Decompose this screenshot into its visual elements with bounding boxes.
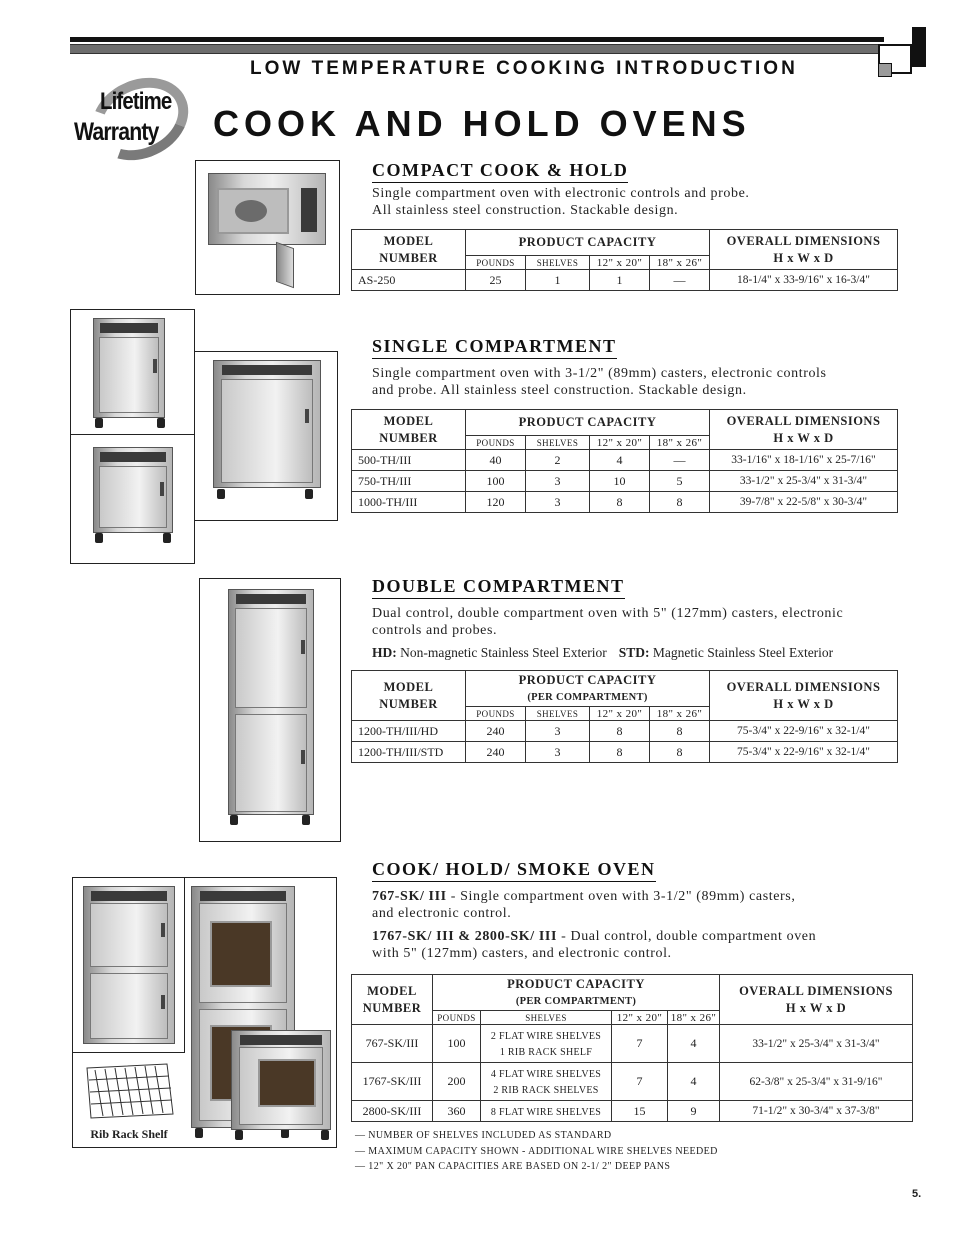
double-oven-photo [199, 578, 341, 842]
single-title: SINGLE COMPARTMENT [372, 336, 617, 359]
model-header: MODEL [383, 413, 434, 428]
model-header: MODEL [383, 233, 434, 248]
single-spec-table: MODEL NUMBER PRODUCT CAPACITY OVERALL DIMENSIONS H x W x D POUNDS SHELVES 12" x 20" 18" x 26" 500-TH/III 40 2 4 — 33-1/16" x 18-1/16" x 25-7/16" 750-TH/III 100 3 10 5 33-1/2" x 25-3/4" x 31-3/4" 1000-TH/III 120 3 8 8 39-7/8" x 22-5/8" x 30-3/4" [351, 409, 898, 513]
smoke-oven-photos [72, 877, 337, 1148]
dimensions-header: OVERALL DIMENSIONS [726, 679, 881, 694]
page-title: COOK AND HOLD OVENS [213, 103, 751, 144]
double-title: DOUBLE COMPARTMENT [372, 576, 625, 599]
rib-rack-caption: Rib Rack Shelf [90, 1127, 168, 1141]
double-desc-line2: controls and probes. [372, 623, 498, 638]
compact-desc-line2: All stainless steel construction. Stackable design. [372, 203, 679, 218]
footnote-3: — 12" X 20" PAN CAPACITIES ARE BASED ON 2-1/ 2" DEEP PANS [355, 1161, 671, 1172]
footnote-2: — MAXIMUM CAPACITY SHOWN - ADDITIONAL WIRE SHELVES NEEDED [355, 1145, 718, 1157]
single-desc-line2: and probe. All stainless steel construction. Stackable design. [372, 383, 747, 398]
page-number: 5. [912, 1188, 922, 1200]
pan12-header: 12" x 20" [590, 256, 650, 270]
pan18-header: 18" x 26" [650, 256, 710, 270]
double-desc-line1: Dual control, double compartment oven with 5" (127mm) casters, electronic [372, 606, 844, 621]
smoke-spec-table: MODEL NUMBER PRODUCT CAPACITY (PER COMPARTMENT) OVERALL DIMENSIONS H x W x D POUNDS SHELVES 12" x 20" 18" x 26" 767-SK/III 100 2 FLAT WIRE SHELVES 1 RIB RACK SHELF 7 4 33-1/2" x 25-3/4" x 31-3/4" 1767-SK/III 200 4 FLAT WIRE SHELVES 2 RIB RACK SHELVES 7 4 62-3/8" x 25-3/4" x 31-9/16" 2800-SK/III 360 8 FLAT WIRE SHELVES 15 9 71-1/2" x 30-3/4" x 37-3/8" [351, 974, 913, 1122]
table-row: 2800-SK/III 360 8 FLAT WIRE SHELVES 15 9 71-1/2" x 30-3/4" x 37-3/8" [352, 1101, 913, 1122]
compact-title: COMPACT COOK & HOLD [372, 160, 628, 183]
model-header: MODEL [383, 679, 434, 694]
compact-spec-table: MODEL NUMBER PRODUCT CAPACITY OVERALL DIMENSIONS H x W x D POUNDS SHELVES 12" x 20" 18" x 26" AS-250 25 1 1 — 18-1/4" x 33-9/16" x 16-3/4" [351, 229, 898, 291]
capacity-header: PRODUCT CAPACITY [466, 410, 710, 436]
table-row: 500-TH/III 40 2 4 — 33-1/16" x 18-1/16" x 25-7/16" [352, 450, 898, 471]
table-row: 1200-TH/III/STD 240 3 8 8 75-3/4" x 22-9/16" x 32-1/4" [352, 742, 898, 763]
dimensions-header: OVERALL DIMENSIONS [739, 983, 893, 998]
lifetime-warranty-logo [72, 80, 200, 160]
per-compartment-note: (PER COMPARTMENT) [527, 691, 648, 703]
logo-line1: Lifetime [100, 88, 172, 115]
compact-desc-line1: Single compartment oven with electronic controls and probe. [372, 186, 750, 201]
table-row: 1000-TH/III 120 3 8 8 39-7/8" x 22-5/8" x 30-3/4" [352, 492, 898, 513]
smoke-desc-p2-line2: with 5" (127mm) casters, and electronic control. [372, 946, 672, 961]
capacity-header: PRODUCT CAPACITY [507, 976, 645, 991]
single-oven-photo-large [194, 351, 338, 521]
model-header: MODEL [367, 983, 417, 998]
single-oven-photo-top [70, 309, 195, 435]
table-row: 1200-TH/III/HD 240 3 8 8 75-3/4" x 22-9/16" x 32-1/4" [352, 721, 898, 742]
table-row: 1767-SK/III 200 4 FLAT WIRE SHELVES 2 RIB RACK SHELVES 7 4 62-3/8" x 25-3/4" x 31-9/16" [352, 1063, 913, 1101]
dimensions-header: OVERALL DIMENSIONS [726, 233, 881, 248]
header-rule-thick [70, 37, 884, 42]
compact-oven-photo [195, 160, 340, 295]
pounds-header: POUNDS [466, 256, 526, 270]
capacity-header: PRODUCT CAPACITY [518, 672, 657, 687]
smoke-title: COOK/ HOLD/ SMOKE OVEN [372, 859, 656, 882]
table-row: 750-TH/III 100 3 10 5 33-1/2" x 25-3/4" x 31-3/4" [352, 471, 898, 492]
header-rule-gray [70, 44, 884, 54]
capacity-header: PRODUCT CAPACITY [466, 230, 710, 256]
dimensions-header: OVERALL DIMENSIONS [726, 413, 881, 428]
table-row: 767-SK/III 100 2 FLAT WIRE SHELVES 1 RIB RACK SHELF 7 4 33-1/2" x 25-3/4" x 31-3/4" [352, 1025, 913, 1063]
hd-std-note: HD: Non-magnetic Stainless Steel Exterior STD: Magnetic Stainless Steel Exterior [372, 645, 834, 660]
logo-line2: Warranty [74, 118, 159, 146]
corner-ornament-square [878, 63, 892, 77]
single-oven-photo-bottom [70, 434, 195, 564]
rib-rack-icon [81, 1060, 177, 1122]
double-spec-table: MODEL NUMBER PRODUCT CAPACITY (PER COMPARTMENT) OVERALL DIMENSIONS H x W x D POUNDS SHELVES 12" x 20" 18" x 26" 1200-TH/III/HD 240 3 8 8 75-3/4" x 22-9/16" x 32-1/4" 1200-TH/III/STD 240 3 8 8 75-3/4" x 22-9/16" x 32-1/4" [351, 670, 898, 763]
section-header: LOW TEMPERATURE COOKING INTRODUCTION [250, 58, 798, 79]
footnotes [355, 1128, 718, 1175]
shelves-header: SHELVES [526, 256, 590, 270]
single-desc-line1: Single compartment oven with 3-1/2" (89mm) casters, electronic controls [372, 366, 827, 381]
smoke-desc-p2: 1767-SK/ III & 2800-SK/ III - Dual control, double compartment oven [372, 929, 817, 944]
smoke-desc-p1: 767-SK/ III - Single compartment oven with 3-1/2" (89mm) casters, [372, 889, 796, 904]
table-row: AS-250 25 1 1 — 18-1/4" x 33-9/16" x 16-3/4" [352, 270, 898, 291]
smoke-desc-p1-line2: and electronic control. [372, 906, 512, 921]
compact-oven-illustration [208, 173, 326, 245]
footnote-1: — NUMBER OF SHELVES INCLUDED AS STANDARD [355, 1130, 612, 1141]
